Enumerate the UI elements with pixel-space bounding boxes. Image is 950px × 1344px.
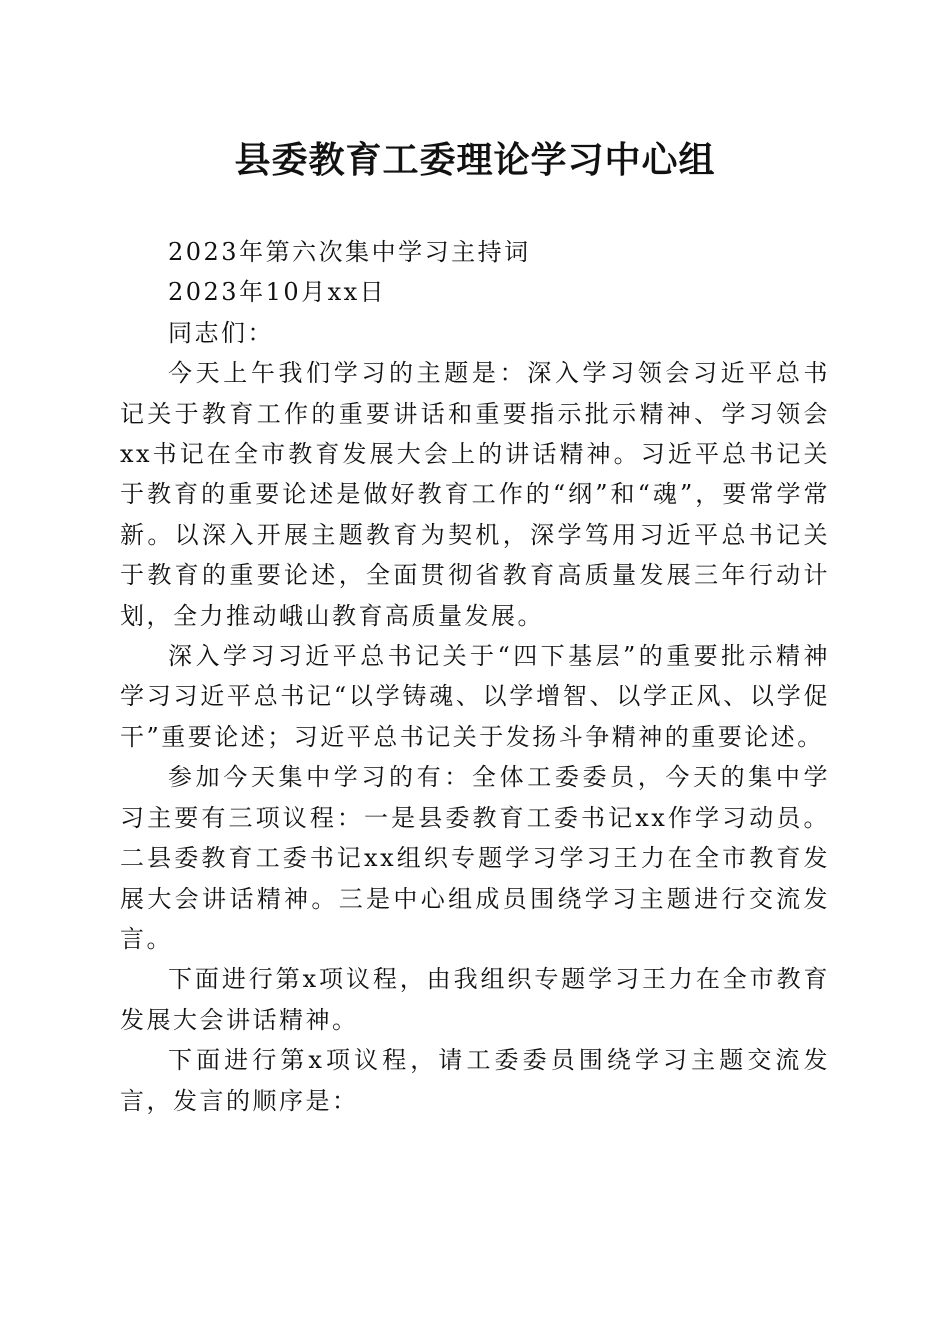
document-title: 县委教育工委理论学习中心组 (234, 139, 716, 181)
paragraph-3: 参加今天集中学习的有：全体工委委员，今天的集中学习主要有三项议程：一是县委教育工委书记xx作学习动员。二县委教育工委书记xx组织专题学习学习王力在全市教育发展大会讲话精神。三是中心组成员围绕学习主题进行交流发言。 (120, 763, 830, 953)
date-line: 2023年10月xx日 (168, 278, 387, 307)
paragraph-4: 下面进行第x项议程，由我组织专题学习王力在全市教育发展大会讲话精神。 (120, 965, 830, 1034)
subtitle-line: 2023年第六次集中学习主持词 (168, 238, 531, 266)
paragraph-2: 深入学习习近平总书记关于“四下基层”的重要批示精神学习习近平总书记“以学铸魂、以学增智、以学正风、以学促干”重要论述；习近平总书记关于发扬斗争精神的重要论述。 (120, 642, 830, 751)
document-body (120, 232, 830, 1121)
salutation-line: 同志们： (168, 318, 274, 347)
paragraph-5: 下面进行第x项议程，请工委委员围绕学习主题交流发言，发言的顺序是： (120, 1046, 830, 1115)
paragraph-1: 今天上午我们学习的主题是：深入学习领会习近平总书记关于教育工作的重要讲话和重要指示批示精神、学习领会xx书记在全市教育发展大会上的讲话精神。习近平总书记关于教育的重要论述是做好教育工作的“纲”和“魂”，要常学常新。以深入开展主题教育为契机，深学笃用习近平总书记关于教育的重要论述，全面贯彻省教育高质量发展三年行动计划，全力推动峨山教育高质量发展。 (120, 359, 830, 630)
